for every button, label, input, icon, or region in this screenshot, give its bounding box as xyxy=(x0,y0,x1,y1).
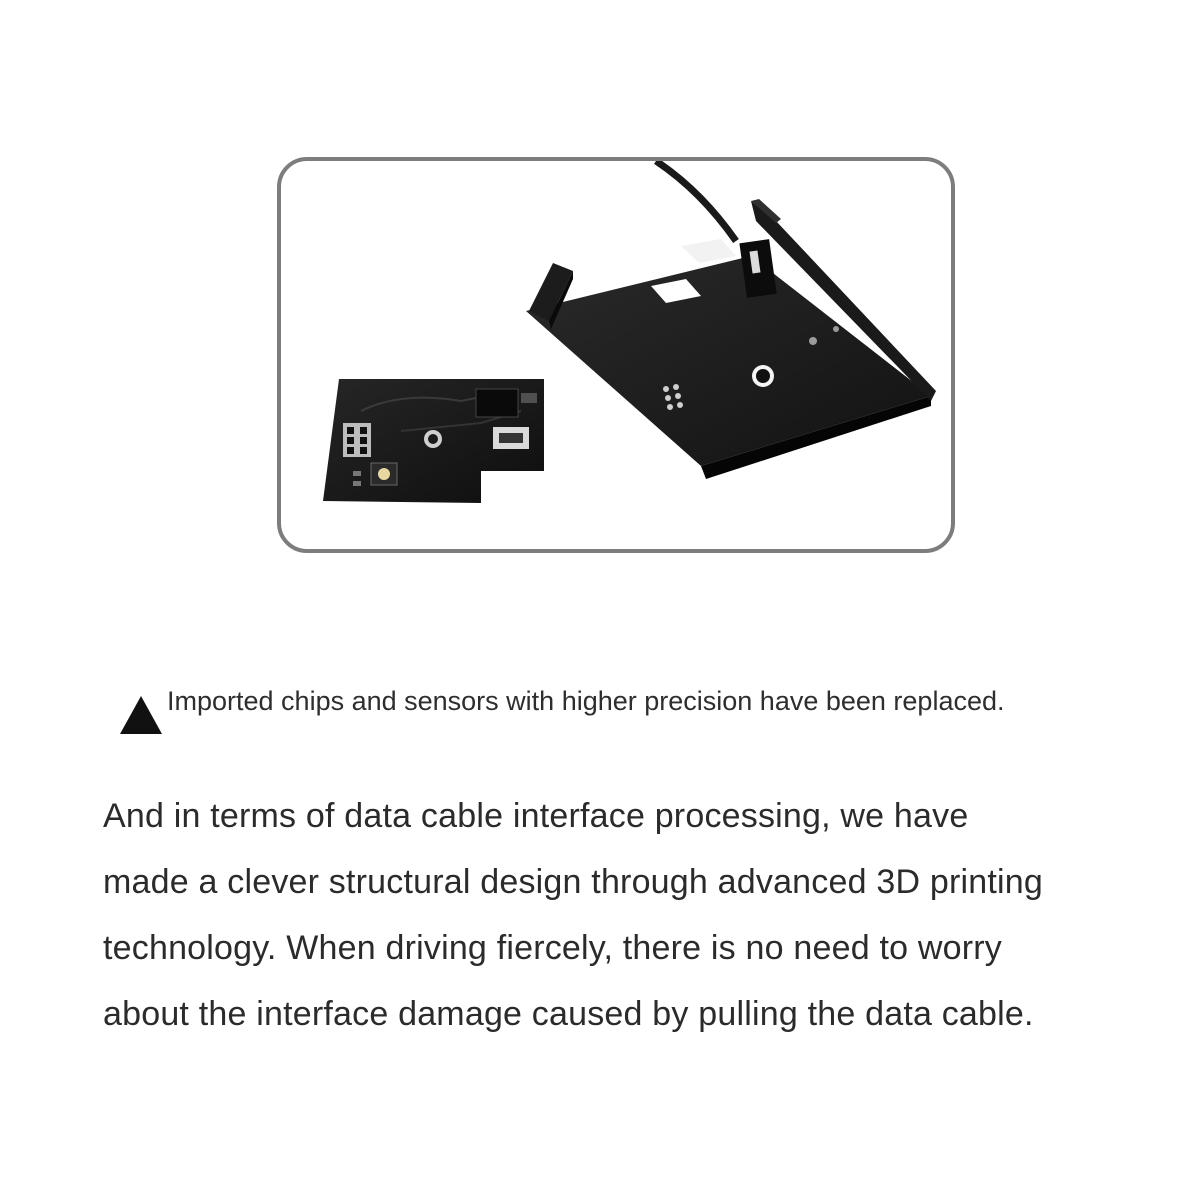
description-line: And in terms of data cable interface processing, we have xyxy=(103,797,969,835)
description-paragraph xyxy=(103,783,1143,1047)
mounting-bracket xyxy=(526,199,936,479)
description-line: made a clever structural design through advanced 3D printing xyxy=(103,863,1043,901)
circuit-board xyxy=(323,379,544,503)
description-line: technology. When driving fiercely, there is no need to worry xyxy=(103,929,1002,967)
feature-text: Imported chips and sensors with higher precision have been replaced. xyxy=(167,686,1005,716)
product-photo-frame xyxy=(277,157,955,553)
product-photo xyxy=(281,161,951,549)
description-line: about the interface damage caused by pulling the data cable. xyxy=(103,995,1034,1033)
feature-bullet xyxy=(120,684,1130,736)
data-cable xyxy=(656,161,736,241)
triangle-bullet-icon xyxy=(120,696,162,734)
